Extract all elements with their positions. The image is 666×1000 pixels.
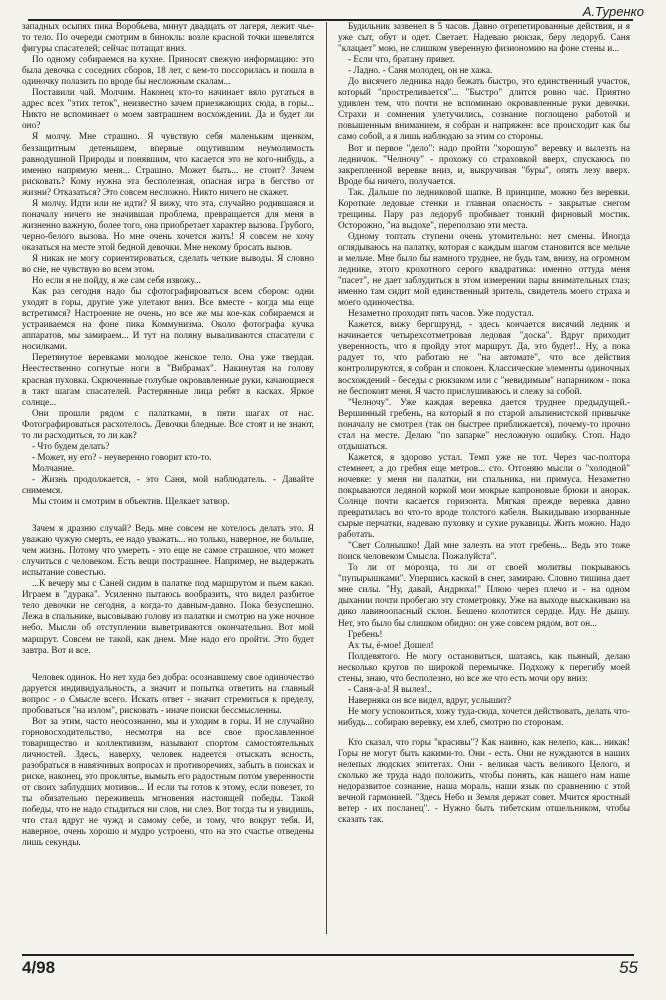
paragraph: Не могу успокоиться, хожу туда-сюда, хочется действовать, делать что-нибудь... собираю веревку, ем хлеб, смотрю по сторонам. xyxy=(338,706,630,728)
paragraph: Как раз сегодня надо бы сфотографироваться всем сбором: одни уходят в горы, другие уже улетают вниз. Все вместе - когда мы еще встретимся? Настроение не очень, но все же мы кое-как собираемся и устраиваемся на фоне пика Коммунизма. Около фотографа кучка аппаратов, мы замираем... И тут на поляну вываливаются спасатели с носилками. xyxy=(22,287,314,353)
footer-rule xyxy=(22,954,634,956)
paragraph: Кажется, я здорово устал. Темп уже не тот. Через час-полтора стемнеет, а до гребня еще метров... сто. Отгоняю мысли о "холодной" ночевке: у меня ни палатки, ни спальника, ни примуса. Незаметно покрываются ледяной коркой мои мокрые капроновые брюки и анорак. Солнце почти касается горизонта. Мягкая прежде веревка давно превратилась во что-то вроде толстого кабеля. Выкидываю изорванные сырые перчатки, надеваю пуховку и сухие рукавицы. Жить можно. Надо работать. xyxy=(338,452,630,541)
paragraph: Поставили чай. Молчим. Наконец кто-то начинает вяло ругаться в адрес всех "этих теток", неизвестно зачем приезжающих сюда, в горы... Никто не вспоминает о моем завтрашнем восхождении. Да и будет ли оно? xyxy=(22,88,314,132)
paragraph: ...К вечеру мы с Саней сидим в палатке под маршрутом и пьем какао. Играем в "дурака". Усиленно пытаюсь вообразить, что видел разбитое тело девочки не сегодня, а когда-то давным-давно. Пока безуспешно. Лежа в спальнике, высовываю голову из палатки и смотрю на уже ночное небо. Мысли об отступлении выветриваются окончательно. Вот мой маршрут. Совсем не такой, как днем. Мне надо его пройти. Это будет завтра. Вот и все. xyxy=(22,579,314,656)
paragraph: Зачем я дразню случай? Ведь мне совсем не хотелось делать это. Я уважаю чужую смерть, ее надо уважать... но только, наверное, не больше, чем жизнь. Потому что умереть - это еще не самое страшное, что может случиться с человеком. Есть вещи пострашнее. Например, не выдержать испытание совестью. xyxy=(22,524,314,579)
paragraph: "Свет Солнышко! Дай мне залезть на этот гребень... Ведь это тоже поиск человеком Смысла. Пожалуйста". xyxy=(338,541,630,563)
page-number: 55 xyxy=(619,958,638,977)
paragraph: Будильник зазвенел в 5 часов. Давно отрепетированные действия, и я уже сыт, обут и одет. Светает. Надеваю рюкзак, беру ледоруб. Саня "клацает" мою, не слишком уверенную физиономию на фоне стены и... xyxy=(338,22,630,55)
paragraph: Вот и первое "дело": надо пройти "хорошую" веревку и вылезть на ледничок. "Челночу" - прохожу со страховкой вверх, спускаюсь по закрепленной веревке вниз, и, выкручивая "буры", опять лезу вверх. Вроде бы ничего, получается. xyxy=(338,143,630,187)
paragraph: Кто сказал, что горы "красивы"? Как наивно, как нелепо, как... никак! Горы не могут быть какими-то. Они - есть. Они не нуждаются в наших нелепых людских эпитетах. Они - великая часть великого Целого, и сколько же труда надо положить, чтобы понять, как нашего нам наше недоразвитое сознание, наша мораль, наши язык по сравнению с этой вечной гармонией. "Здесь Небо и Земля держат совет. Мчится яростный ветер - их посланец". - Нужно быть тибетским отшельником, чтобы сказать так. xyxy=(338,738,630,826)
author-name: А.Туренко xyxy=(582,4,644,19)
paragraph: западных осыпях пика Воробьева, минут двадцать от лагеря, лежит чье-то тело. По очереди смотрим в бинокль: возле красной точки шевелятся фигуры спасателей; сейчас потащат вниз. xyxy=(22,22,314,55)
paragraph: То ли от морозца, то ли от своей молитвы покрываюсь "пупырышками". Упершись каской в снег, замираю. Словно тишина дает мне силы. "Ну, давай, Андрюха!" Плюю через плечо и - на одном дыхании почти пробегаю эту стометровку. Уже на выходе выскакиваю на дико лавиноопасный склон. Бешено колотится сердце. Иду. Не дышу. Нет, это было бы слишком обидно: он уже совсем рядом, вот он... xyxy=(338,563,630,629)
paragraph: Гребень! xyxy=(348,629,383,640)
paragraph: Они прошли рядом с палатками, в пяти шагах от нас. Фотографироваться расхотелось. Девочки бледные. Все стоят и не знают, то ли расходиться, то ли как? xyxy=(22,408,314,441)
paragraph: Вот за этим, часто неосознанно, мы и уходим в горы. И не случайно горновосходительство, несмотря на все свое прославленное товарищество и коллективизм, называют спортом самостоятельных личностей. Здесь, наверху, человек надеется отыскать ясность, разобраться в навязчивых вопросах и противоречиях, забыть в поисках и риске, наконец, это проклятье, вымыть его радостным потом уверенности от своих заблудших мотивов... И если ты готов к этому, если повезет, то ты обязательно переживешь мгновения настоящей победы. Такой победы, что не надо стыдиться ни слов, ни слез. Вот тогда ты и увидишь, что стал вдруг не чужд и самому себе, и тому, что вокруг тебя. И, наверное, очень хорошо и мудро устроено, что на это счастье отведены лишь секунды. xyxy=(22,716,314,849)
paragraph: Кажется, вижу бергшрунд, - здесь кончается висячий ледник и начинается четырехсотметровая ледовая "доска". Вдруг приходит уверенность, что я пройду этот маршрут. Да, это будет!.. Ну, а пока радует то, что работаю не "на автомате", что все действия контролируются, я собран и спокоен. Классические элементы одиночных восхождений - беседы с рюкзаком или с "невидимым" напарником - пока не беспокоят меня. Я часто прислушиваюсь и слежу за собой. xyxy=(338,320,630,397)
right-column xyxy=(338,22,630,937)
paragraph: До висячего ледника надо бежать быстро, это единственный участок, который "простреливается"... "Быстро" длится ровно час. Приятно удивлен тем, что почти не вспоминаю окровавленные руки девочки. Страхи и сомнения улетучились, сознание поглощено работой и повышенным вниманием, я собран и напряжен: все происходит как бы само собой, а я лишь наблюдаю за этим со стороны. xyxy=(338,77,630,143)
paragraph: Наверняка он все видел, вдруг, услышит? xyxy=(348,695,512,706)
paragraph: Но если я не пойду, я же сам себя извожу... xyxy=(32,276,201,287)
issue-number: 4/98 xyxy=(22,958,56,977)
left-column xyxy=(22,22,314,937)
paragraph: Так. Дальше по ледниковой шапке. В принципе, можно без веревки. Короткие ледовые стенки и главная опасность - закрытые снегом трещины. Пару раз ледоруб пробивает тонкий фирновый мостик. Осторожно, "на выдохе", переползаю эти места. xyxy=(338,187,630,231)
paragraph: - Саня-а-а! Я вылез!.. xyxy=(348,684,432,695)
paragraph: - Может, ну его? - неуверенно говорит кто-то. xyxy=(32,452,212,463)
paragraph: - Ладно. - Саня молодец, он не хажа. xyxy=(348,66,493,77)
header-rule xyxy=(28,19,633,21)
paragraph: Молчание. xyxy=(32,463,75,474)
paragraph: "Челночу". Уже каждая веревка дается труднее предыдущей.- Вершинный гребень, на который я по старой альпинистской привычке поначалу не смотрел (так он быстрее приближается), почему-то прочно стал на месте. Делаю "по запарке" несложную ошибку. Стоп. Надо отдышаться. xyxy=(338,397,630,452)
paragraph: Я молчу. Идти или не идти? Я вижу, что эта, случайно родившаяся и поначалу ничего не значившая проблема, превращается для меня в жизненно важную, более того, она приобретает характер вызова. Грубого, черно-белого вызова. Но мне очень хочется жить! Я совсем не хочу оказаться на месте этой бедной девочки. Мне некому бросать вызов. xyxy=(22,198,314,253)
paragraph: Одному топтать ступени очень утомительно: нет смены. Иногда оглядываюсь на палатку, которая с каждым шагом становится все мельче и мельче. Мне было бы намного труднее, не будь там, внизу, на огромном леднике, этого крохотного серого квадратика: именно оттуда меня "пасет", не дает заблудиться в этом измерении пары внимательных глаз; именно там сидит мой единственный зритель, свидетель моего страха и моего одиночества. xyxy=(338,231,630,309)
paragraph: Незаметно проходит пять часов. Уже подустал. xyxy=(348,309,534,320)
paragraph: Я никак не могу сориентироваться, сделать четкие выводы. Я словно во сне, не чувствую во всем этом. xyxy=(22,253,314,276)
column-divider xyxy=(326,22,327,934)
paragraph: Перетянутое веревками молодое женское тело. Она уже твердая. Неестественно согнутые ноги в "Вибрамах". Накинутая на голову красная пуховка. Скрюченные голубые окровавленные руки, качающиеся в такт шагам спасателей. Растерянные лица ребят в касках. Яркое солнце... xyxy=(22,353,314,408)
paragraph: Мы стоим и смотрим в объектив. Щелкает затвор. xyxy=(32,497,230,508)
paragraph: По одному собираемся на кухне. Приносят свежую информацию: это была девочка с соседних сборов, 18 лет, с кем-то поссорилась и пошла в одиночку полазить по вроде бы несложным скалам... xyxy=(22,55,314,88)
paragraph: - Жизнь продолжается, - это Саня, мой наблюдатель. - Давайте снимемся. xyxy=(22,474,314,496)
paragraph: - Если что, братану привет. xyxy=(348,55,455,66)
paragraph: Я молчу. Мне страшно. Я чувствую себя маленьким щенком, беззащитным детенышем, впервые ощутившим неумолимость равнодушной Природы и понявшим, что касается это не кого-нибудь, а именно напрямую меня... Страшно. Может быть... не стоит? Зачем рисковать? Кому нужна эта бесполезная, опасная игра в бегство от жизни? Отказаться? Это совсем несложно. Никто ничего не скажет. xyxy=(22,132,314,198)
paragraph: Человек одинок. Но нет худа без добра: осознавшему свое одиночество даруется индивидуальность, а значит и попытка ответить на главный вопрос - о Смысле всего. Искать ответ - значит стремиться к пределу, пробоваться "на излом", рисковать - иначе поиски бессмысленны. xyxy=(22,672,314,716)
paragraph: Ах ты, ё-мое! Дошел! xyxy=(348,640,434,651)
paragraph: - Что будем делать? xyxy=(32,441,110,452)
paragraph: Полдевятого. Не могу остановиться, шатаясь, как пьяный, делаю несколько кругов по широкой перемычке. Подхожу к перегибу моей стены, знаю, что бесполезно, но все же что есть мочи ору вниз: xyxy=(338,651,630,684)
